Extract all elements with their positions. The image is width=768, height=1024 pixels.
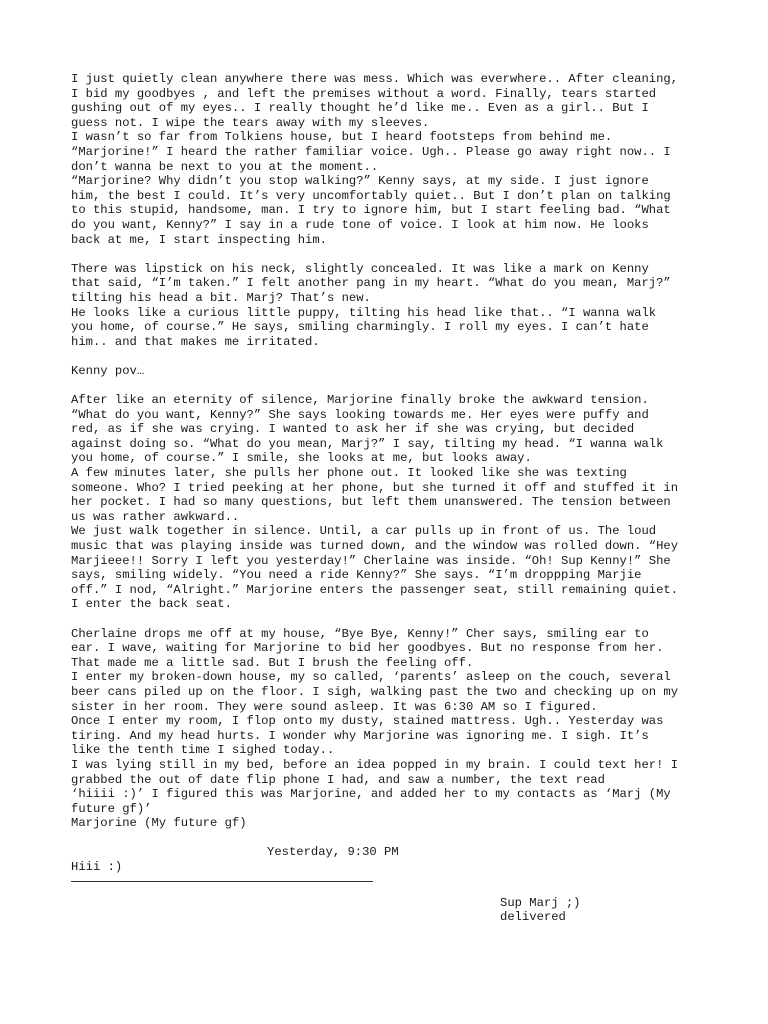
text-line: you home, of course.” He says, smiling charmingly. I roll my eyes. I can’t hate <box>71 320 649 335</box>
text-line: says, smiling widely. “You need a ride Kenny?” She says. “I’m droppping Marjie <box>71 568 642 583</box>
text-line: you home, of course.” I smile, she looks at me, but looks away. <box>71 451 532 466</box>
text-line: I enter the back seat. <box>71 597 232 612</box>
text-line: Marjorine (My future gf) <box>71 816 247 831</box>
text-line: against doing so. “What do you mean, Marj?” I say, tilting my head. “I wanna walk <box>71 436 664 451</box>
text-line: us was rather awkward.. <box>71 509 240 524</box>
text-line: Cherlaine drops me off at my house, “Bye Bye, Kenny!” Cher says, smiling ear to <box>71 626 649 641</box>
blank-line <box>71 349 711 364</box>
text-line: off.” I nod, “Alright.” Marjorine enters the passenger seat, still remaining quiet. <box>71 582 679 597</box>
text-line: gushing out of my eyes.. I really thought he’d like me.. Even as a girl.. But I <box>71 101 649 116</box>
text-line: tilting his head a bit. Marj? That’s new. <box>71 290 371 305</box>
text-line: grabbed the out of date flip phone I had, and saw a number, the text read <box>71 772 605 787</box>
text-line: him.. and that makes me irritated. <box>71 334 320 349</box>
blank-line <box>71 378 711 393</box>
text-line: music that was playing inside was turned down, and the window was rolled down. “Hey <box>71 539 679 553</box>
text-line: That made me a little sad. But I brush the feeling off. <box>71 655 474 670</box>
text-line: Kenny pov… <box>71 363 145 378</box>
delivery-status: delivered <box>500 910 566 925</box>
text-line: “What do you want, Kenny?” She says looking towards me. Her eyes were puffy and <box>71 407 649 422</box>
text-line: A few minutes later, she pulls her phone out. It looked like she was texting <box>71 466 627 481</box>
text-line: ‘hiiii :)’ I figured this was Marjorine, and added her to my contacts as ‘Marj (My <box>71 787 671 802</box>
text-line: her pocket. I had so many questions, but left them unanswered. The tension between <box>71 495 671 510</box>
outgoing-message: Sup Marj ;) <box>500 895 581 910</box>
text-line: ear. I wave, waiting for Marjorine to bid her goodbyes. But no response from her. <box>71 641 664 656</box>
text-line: future gf)’ <box>71 801 152 816</box>
text-line: guess not. I wipe the tears away with my sleeves. <box>71 115 430 130</box>
text-line: I wasn’t so far from Tolkiens house, but I heard footsteps from behind me. <box>71 130 613 145</box>
text-line: I just quietly clean anywhere there was mess. Which was everwhere.. After cleaning, <box>71 72 679 86</box>
text-line: There was lipstick on his neck, slightly concealed. It was like a mark on Kenny <box>71 261 649 276</box>
text-line: “Marjorine? Why didn’t you stop walking?” Kenny says, at my side. I just ignore <box>71 174 649 189</box>
text-line: “Marjorine!” I heard the rather familiar voice. Ugh.. Please go away right now.. I <box>71 144 671 159</box>
text-line: Marjieee!! Sorry I left you yesterday!” Cherlaine was inside. “Oh! Sup Kenny!” She <box>71 553 671 568</box>
document-page <box>71 72 711 925</box>
text-line: to this stupid, handsome, man. I try to ignore him, but I start feeling bad. “What <box>71 203 671 218</box>
text-line: We just walk together in silence. Until, a car pulls up in front of us. The loud <box>71 524 657 539</box>
text-line: do you want, Kenny?” I say in a rude tone of voice. I look at him now. He looks <box>71 217 649 232</box>
text-line: He looks like a curious little puppy, tilting his head like that.. “I wanna walk <box>71 305 657 320</box>
text-line: sister in her room. They were sound asleep. It was 6:30 AM so I figured. <box>71 699 598 714</box>
text-line: tiring. And my head hurts. I wonder why Marjorine was ignoring me. I sigh. It’s <box>71 728 649 743</box>
blank-line <box>71 612 711 627</box>
text-line: back at me, I start inspecting him. <box>71 232 327 247</box>
incoming-message: Hiii :) <box>71 860 123 875</box>
message-divider <box>71 881 373 882</box>
message-timestamp: Yesterday, 9:30 PM <box>267 845 399 860</box>
text-line: him, the best I could. It’s very uncomfortably quiet.. But I don’t plan on talking <box>71 188 671 203</box>
text-line: I bid my goodbyes , and left the premises without a word. Finally, tears started <box>71 86 657 101</box>
text-line: I was lying still in my bed, before an idea popped in my brain. I could text her! I <box>71 757 679 772</box>
text-line: red, as if she was crying. I wanted to ask her if she was crying, but decided <box>71 422 635 437</box>
blank-line <box>71 247 711 262</box>
text-line: Once I enter my room, I flop onto my dusty, stained mattress. Ugh.. Yesterday was <box>71 714 664 729</box>
text-line: don’t wanna be next to you at the moment.. <box>71 159 379 174</box>
text-line: beer cans piled up on the floor. I sigh, walking past the two and checking up on my <box>71 684 679 699</box>
text-line: After like an eternity of silence, Marjorine finally broke the awkward tension. <box>71 393 649 408</box>
text-line: like the tenth time I sighed today.. <box>71 743 335 758</box>
text-line: that said, “I’m taken.” I felt another pang in my heart. “What do you mean, Marj?” <box>71 276 671 291</box>
story-text <box>71 72 711 831</box>
text-line: someone. Who? I tried peeking at her phone, but she turned it off and stuffed it in <box>71 480 679 495</box>
text-line: I enter my broken-down house, my so called, ‘parents’ asleep on the couch, several <box>71 670 671 685</box>
text-message-thread <box>71 831 711 925</box>
